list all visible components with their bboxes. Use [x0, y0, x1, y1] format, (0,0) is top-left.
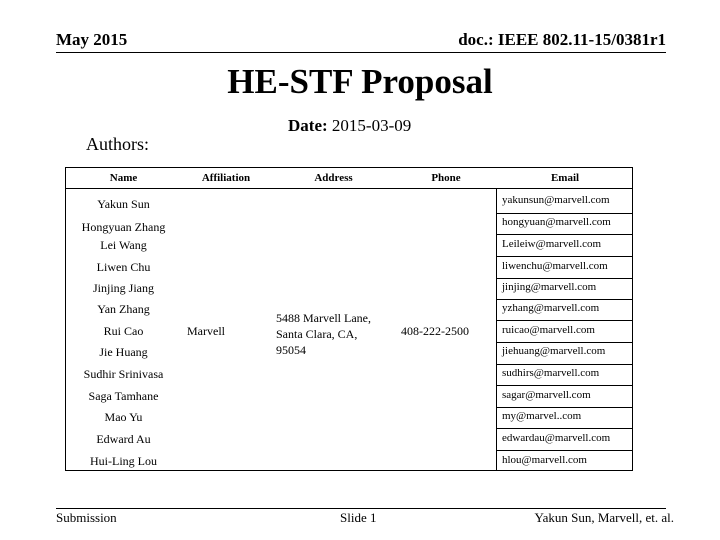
author-email-cell: yzhang@marvell.com [502, 302, 600, 314]
author-email-cell: edwardau@marvell.com [502, 432, 611, 444]
email-row-divider [496, 213, 632, 214]
author-name-cell: Yan Zhang [97, 302, 150, 316]
header-date: May 2015 [56, 30, 128, 49]
author-email-cell: sudhirs@marvell.com [502, 367, 600, 379]
date-value: 2015-03-09 [331, 116, 412, 135]
header-row-divider [66, 188, 632, 189]
author-name-cell: Mao Yu [104, 410, 143, 424]
slide-title: HE-STF Proposal [227, 62, 493, 101]
author-email-cell: sagar@marvell.com [502, 389, 591, 401]
col-header-phone: Phone [431, 172, 461, 184]
footer-author: Yakun Sun, Marvell, et. al. [534, 510, 674, 525]
author-name-cell: Liwen Chu [96, 260, 151, 274]
email-row-divider [496, 450, 632, 451]
author-name-cell: Hui-Ling Lou [90, 454, 157, 468]
affiliation-cell: Marvell [187, 324, 225, 338]
address-line: Santa Clara, CA, [276, 327, 358, 341]
email-row-divider [496, 256, 632, 257]
authors-table [65, 167, 633, 471]
email-row-divider [496, 428, 632, 429]
author-name-cell: Hongyuan Zhang [81, 220, 166, 234]
author-email-cell: yakunsun@marvell.com [502, 194, 610, 206]
author-email-cell: ruicao@marvell.com [502, 324, 595, 336]
footer-divider [56, 508, 666, 509]
email-row-divider [496, 364, 632, 365]
author-name-cell: Saga Tamhane [88, 389, 159, 403]
author-name-cell: Rui Cao [103, 324, 144, 338]
author-email-cell: jinjing@marvell.com [502, 281, 597, 293]
phone-cell: 408-222-2500 [401, 324, 469, 338]
email-row-divider [496, 342, 632, 343]
author-name-cell: Edward Au [96, 432, 151, 446]
email-row-divider [496, 385, 632, 386]
footer-submission: Submission [56, 510, 117, 525]
col-header-name: Name [109, 172, 138, 184]
col-header-email: Email [550, 172, 580, 184]
email-row-divider [496, 278, 632, 279]
author-email-cell: hlou@marvell.com [502, 454, 587, 466]
address-line: 95054 [276, 343, 306, 357]
email-row-divider [496, 234, 632, 235]
address-line: 5488 Marvell Lane, [276, 311, 371, 325]
header-doc-id: doc.: IEEE 802.11-15/0381r1 [458, 30, 666, 49]
footer-slide-number: Slide 1 [340, 510, 377, 525]
author-email-cell: jiehuang@marvell.com [502, 345, 606, 357]
address-cell [276, 310, 371, 358]
author-name-cell: Jinjing Jiang [92, 281, 154, 295]
author-email-cell: my@marvel..com [502, 410, 582, 422]
author-email-cell: Leileiw@marvell.com [502, 238, 602, 250]
author-name-cell: Sudhir Srinivasa [83, 367, 164, 381]
date-label: Date: [288, 116, 328, 135]
col-header-affiliation: Affiliation [201, 172, 251, 184]
author-name-cell: Jie Huang [99, 345, 148, 359]
date-line [288, 116, 411, 136]
author-name-cell: Lei Wang [100, 238, 147, 252]
author-email-cell: liwenchu@marvell.com [502, 260, 608, 272]
email-row-divider [496, 299, 632, 300]
author-name-cell: Yakun Sun [97, 197, 150, 211]
author-email-cell: hongyuan@marvell.com [502, 216, 611, 228]
email-row-divider [496, 320, 632, 321]
email-row-divider [496, 407, 632, 408]
authors-label: Authors: [86, 134, 149, 154]
col-header-address: Address [314, 172, 353, 184]
header-divider [56, 52, 666, 53]
